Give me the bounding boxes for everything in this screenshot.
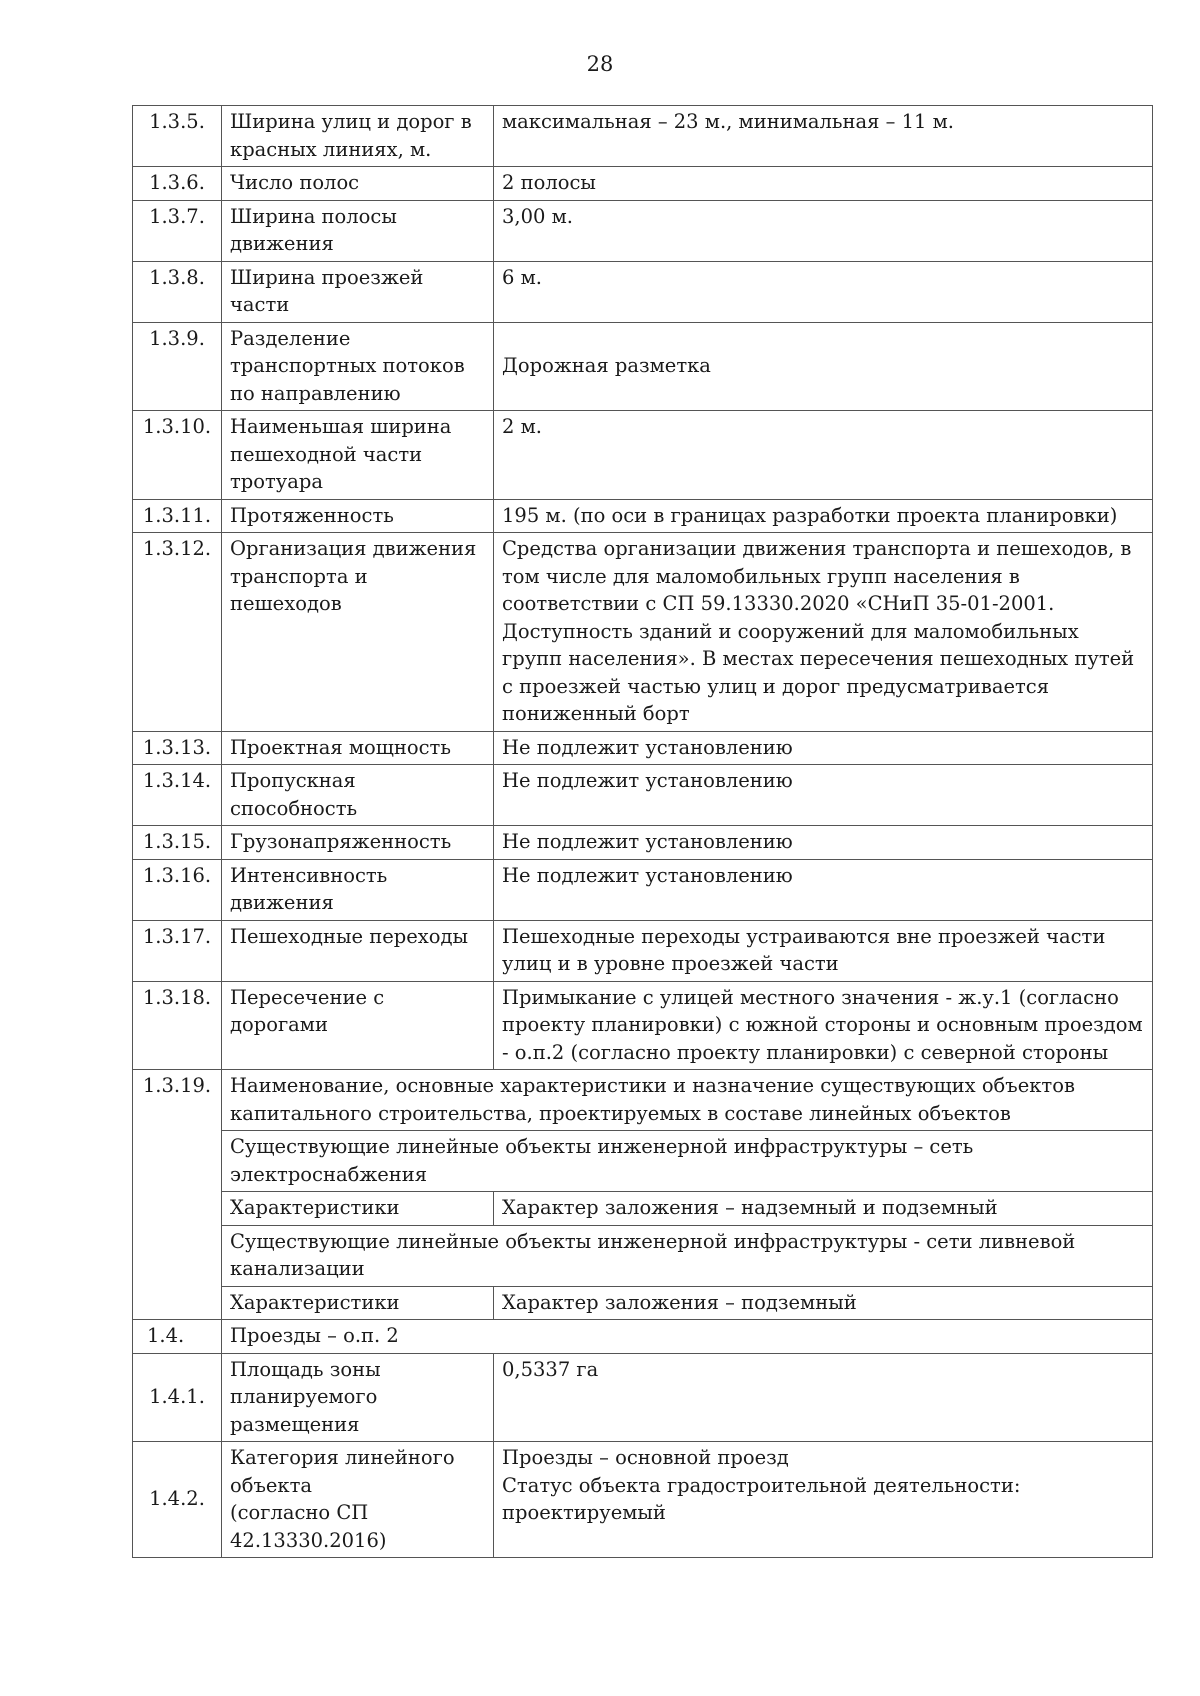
row-label: Характеристики [222,1192,494,1226]
row-number: 1.4.2. [133,1442,222,1558]
table-row [133,1320,1153,1354]
table-row [133,765,1153,826]
table-row [133,106,1153,167]
row-value: максимальная – 23 м., минимальная – 11 м. [494,106,1153,167]
row-label-line: Категория линейного объекта [230,1446,455,1497]
table-row [133,200,1153,261]
row-value: Не подлежит установлению [494,859,1153,920]
row-value: Средства организации движения транспорта и пешеходов, в том числе для маломобильных групп населения в соответствии с СП 59.13330.2020 «СНиП 35-01-2001. Доступность зданий и сооружений для маломобильных групп населения». В местах пересечения пешеходных путей с проезжей частью улиц и дорог предусматривается пониженный борт [494,533,1153,732]
table-row [133,731,1153,765]
row-value-line: Проезды – основной проезд [502,1446,789,1469]
row-value: 0,5337 га [494,1353,1153,1442]
row-value: Характер заложения – надземный и подземный [494,1192,1153,1226]
row-value: 2 м. [494,411,1153,500]
row-label: Разделение транспортных потоков по направлению [222,322,494,411]
table-row [133,1192,1153,1226]
row-label: Характеристики [222,1286,494,1320]
table-row [133,1131,1153,1192]
table-row [133,1286,1153,1320]
row-number: 1.3.17. [133,920,222,981]
row-value-line: Статус объекта градостроительной деятельности: проектируемый [502,1473,1021,1524]
row-value: 195 м. (по оси в границах разработки проекта планировки) [494,499,1153,533]
table-row [133,826,1153,860]
table-row [133,1442,1153,1558]
table-row [133,1353,1153,1442]
row-value: Пешеходные переходы устраиваются вне проезжей части улиц и в уровне проезжей части [494,920,1153,981]
row-number: 1.3.6. [133,167,222,201]
row-label: Грузонапряженность [222,826,494,860]
row-number: 1.3.16. [133,859,222,920]
section-title: Проезды – о.п. 2 [222,1320,1153,1354]
section-title: Наименование, основные характеристики и назначение существующих объектов капитального строительства, проектируемых в составе линейных объектов [222,1070,1153,1131]
row-number: 1.3.18. [133,981,222,1070]
row-label: Пересечение с дорогами [222,981,494,1070]
row-label: Пропускная способность [222,765,494,826]
row-label: Протяженность [222,499,494,533]
row-number: 1.3.8. [133,261,222,322]
row-value: Примыкание с улицей местного значения - ж.у.1 (согласно проекту планировки) с южной стороны и основным проездом - о.п.2 (согласно проекту планировки) с северной стороны [494,981,1153,1070]
row-label [222,1442,494,1558]
table-row [133,322,1153,411]
row-number: 1.4.1. [133,1353,222,1442]
row-number: 1.3.14. [133,765,222,826]
table-row [133,167,1153,201]
row-label: Интенсивность движения [222,859,494,920]
row-value: Не подлежит установлению [494,765,1153,826]
table-row [133,1070,1153,1131]
row-label: Организация движения транспорта и пешеходов [222,533,494,732]
table-row [133,920,1153,981]
table-row [133,533,1153,732]
row-number: 1.3.5. [133,106,222,167]
parameters-table [132,105,1153,1558]
table-row [133,859,1153,920]
table-row [133,1225,1153,1286]
row-value: 6 м. [494,261,1153,322]
row-value: Не подлежит установлению [494,826,1153,860]
row-number: 1.3.19. [133,1070,222,1320]
row-value: Не подлежит установлению [494,731,1153,765]
row-number: 1.3.11. [133,499,222,533]
table-row [133,981,1153,1070]
table-row [133,261,1153,322]
row-value: Характер заложения – подземный [494,1286,1153,1320]
row-label: Пешеходные переходы [222,920,494,981]
row-label: Ширина полосы движения [222,200,494,261]
row-number: 1.3.15. [133,826,222,860]
row-number: 1.3.9. [133,322,222,411]
row-label: Ширина проезжей части [222,261,494,322]
row-value: Дорожная разметка [494,322,1153,411]
subsection-title: Существующие линейные объекты инженерной инфраструктуры – сеть электроснабжения [222,1131,1153,1192]
row-number: 1.3.12. [133,533,222,732]
row-number: 1.3.10. [133,411,222,500]
table-row [133,411,1153,500]
row-number: 1.3.7. [133,200,222,261]
row-label: Площадь зоны планируемого размещения [222,1353,494,1442]
row-label: Проектная мощность [222,731,494,765]
page-number: 28 [586,52,614,76]
row-label: Число полос [222,167,494,201]
row-value: 3,00 м. [494,200,1153,261]
row-value [494,1442,1153,1558]
row-label-line: (согласно СП 42.13330.2016) [230,1501,387,1552]
table-row [133,499,1153,533]
row-number: 1.4. [133,1320,222,1354]
row-label: Наименьшая ширина пешеходной части тротуара [222,411,494,500]
subsection-title: Существующие линейные объекты инженерной инфраструктуры - сети ливневой канализации [222,1225,1153,1286]
row-label: Ширина улиц и дорог в красных линиях, м. [222,106,494,167]
row-value: 2 полосы [494,167,1153,201]
row-number: 1.3.13. [133,731,222,765]
